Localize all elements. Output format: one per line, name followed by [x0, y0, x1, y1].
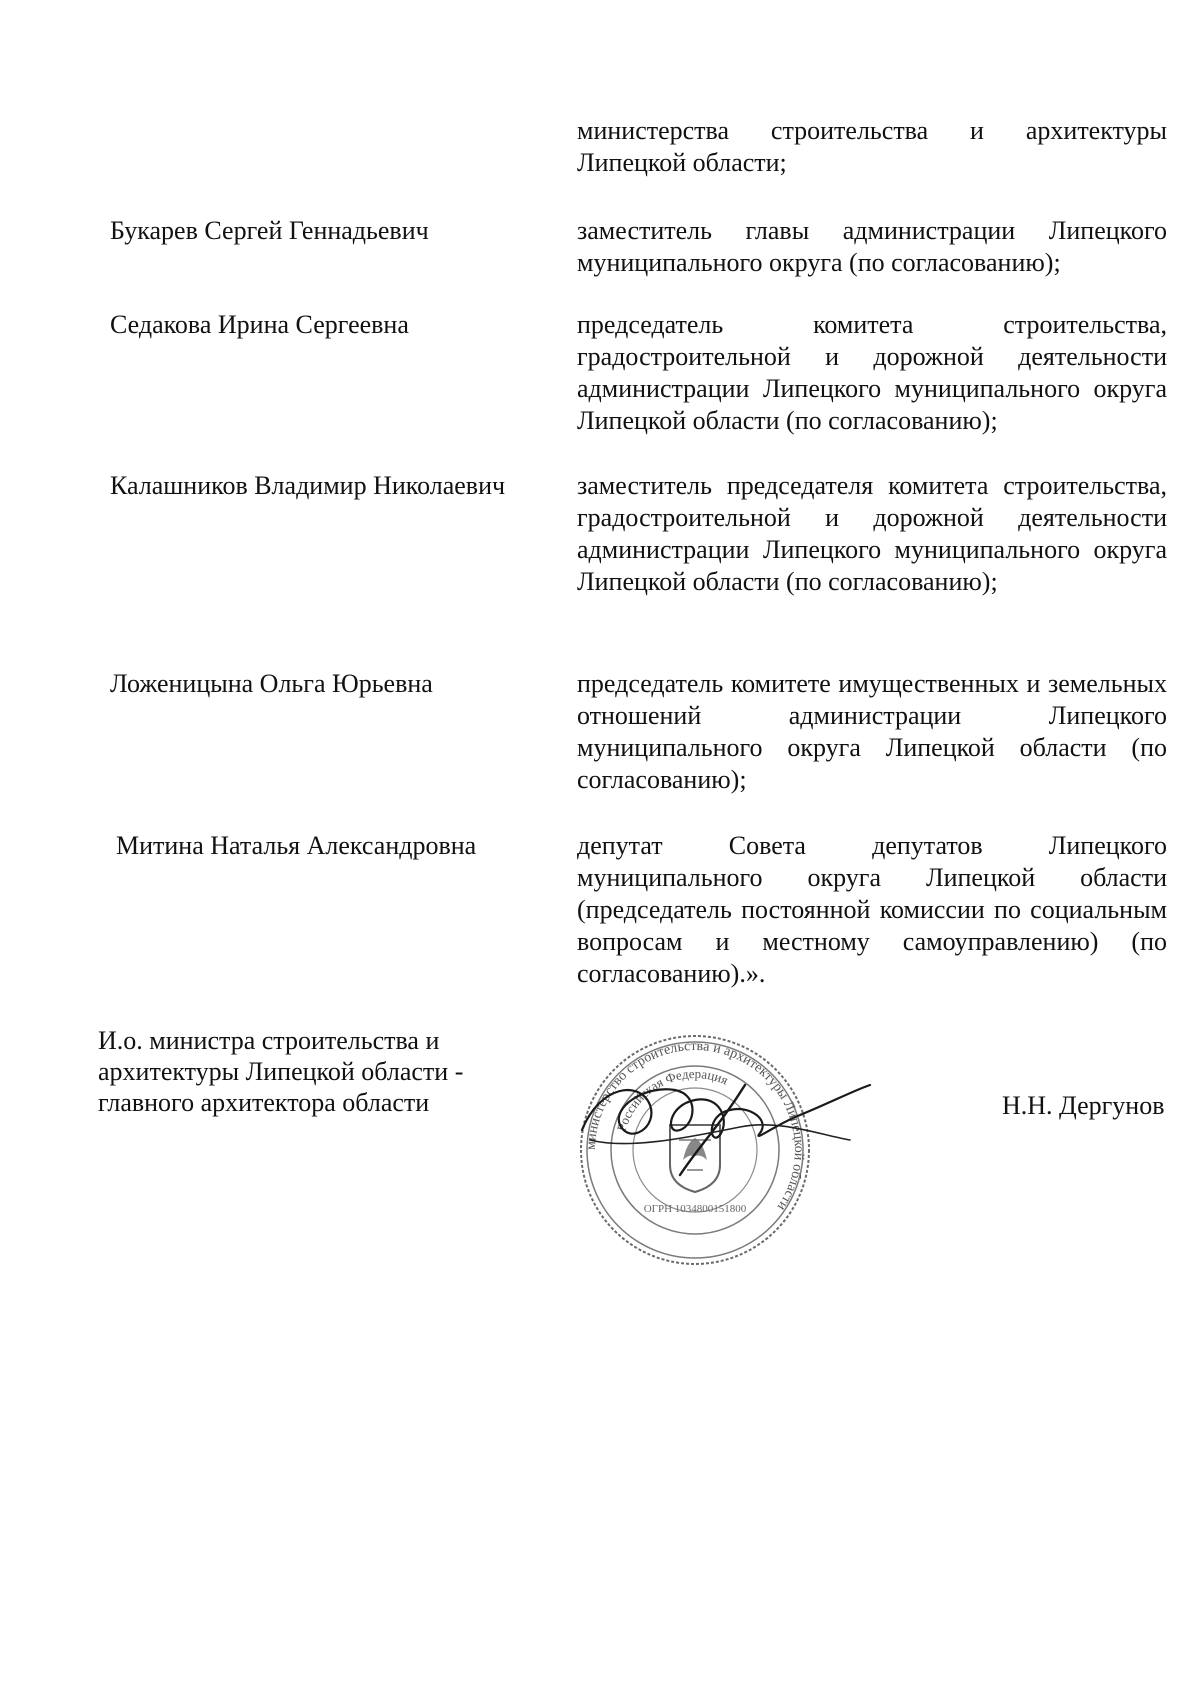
handwritten-signature — [570, 1045, 880, 1195]
stamp-outer-text: министерство строительства и архитектуры Липецкой области — [583, 1038, 807, 1213]
member-role-1: министерства строительства и архитектуры Липецкой области; — [577, 116, 1167, 177]
signer-title-line-2: архитектуры Липецкой области - — [98, 1057, 464, 1086]
member-name-2: Букарев Сергей Геннадьевич — [110, 216, 429, 245]
member-name-3: Седакова Ирина Сергеевна — [110, 310, 409, 339]
member-name-4: Калашников Владимир Николаевич — [110, 471, 506, 500]
signer-title-line-3: главного архитектора области — [98, 1088, 430, 1117]
signer-name: Н.Н. Дергунов — [1002, 1091, 1165, 1120]
signer-title — [98, 1025, 518, 1118]
member-role-6: депутат Совета депутатов Липецкого муниципального округа Липецкой области (председатель постоянной комиссии по социальным вопросам и местному самоуправлению) (по согласованию).». — [577, 831, 1167, 988]
member-name-6: Митина Наталья Александровна — [116, 831, 477, 860]
member-name-5: Ложеницына Ольга Юрьевна — [110, 669, 433, 698]
member-role-4: заместитель председателя комитета строительства, градостроительной и дорожной деятельности администрации Липецкого муниципального округа Липецкой области (по согласованию); — [577, 471, 1167, 596]
signer-title-line-1: И.о. министра строительства и — [98, 1026, 440, 1055]
member-role-5: председатель комитете имущественных и земельных отношений администрации Липецкого муниципального округа Липецкой области (по согласованию); — [577, 669, 1167, 794]
member-role-3: председатель комитета строительства, градостроительной и дорожной деятельности администрации Липецкого муниципального округа Липецкой области (по согласованию); — [577, 310, 1167, 435]
stamp-inner-text: Российская Федерация — [613, 1065, 731, 1134]
stamp-ogrn: ОГРН 1034800151800 — [643, 1203, 747, 1215]
member-role-2: заместитель главы администрации Липецкого муниципального округа (по согласованию); — [577, 216, 1167, 277]
